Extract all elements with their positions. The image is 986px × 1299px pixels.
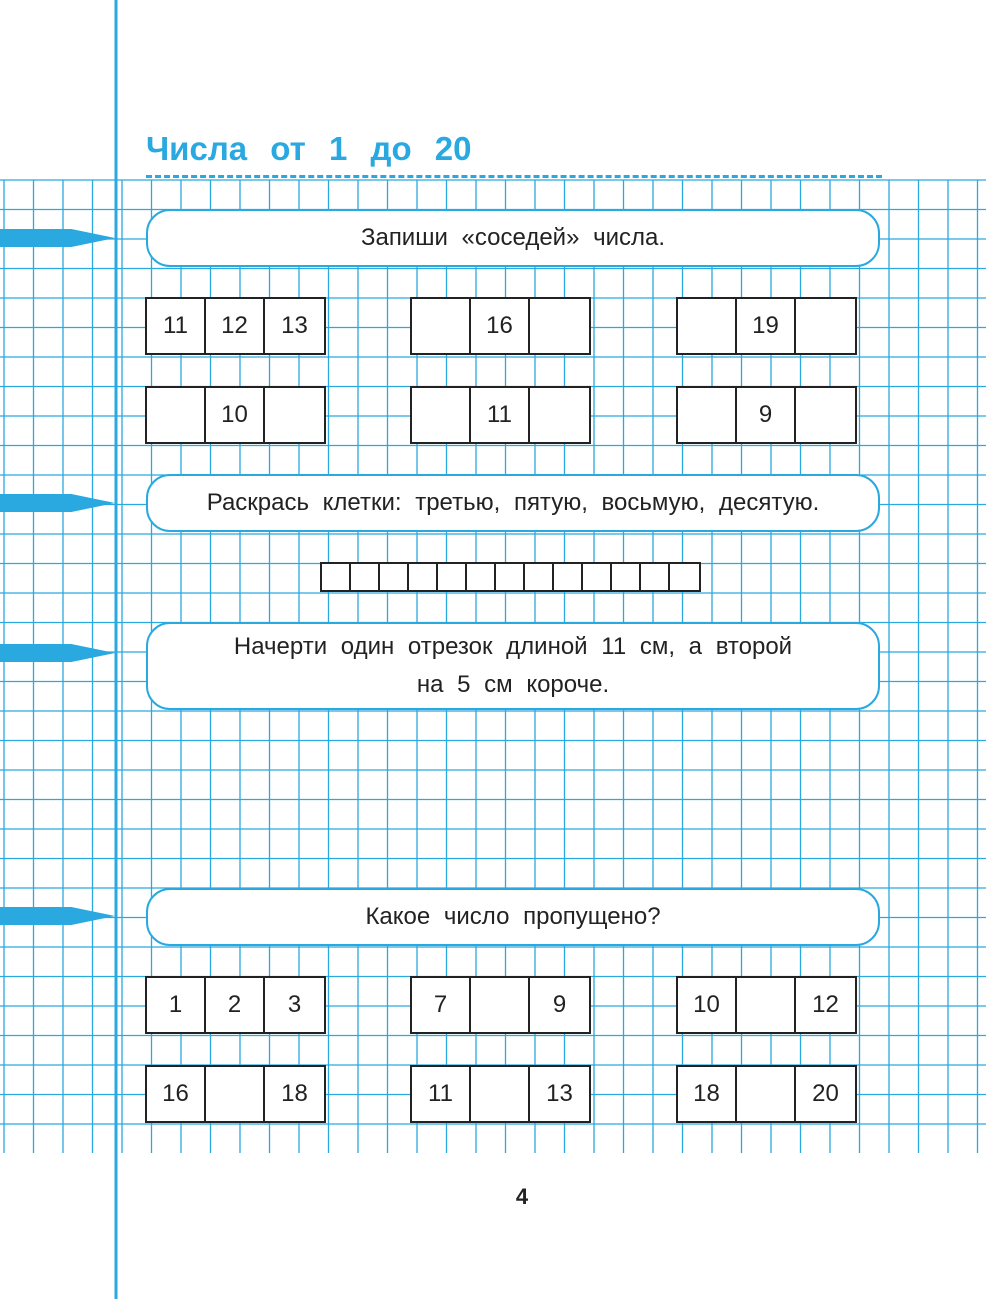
task-1-group-2 [410, 297, 591, 355]
task-4-group-6 [676, 1065, 857, 1123]
answer-cell[interactable] [530, 299, 589, 353]
answer-cell[interactable] [147, 388, 206, 442]
task-1-group-4 [145, 386, 326, 444]
strip-cell[interactable] [525, 564, 554, 590]
number-cell: 7 [412, 978, 471, 1032]
task-1-group-5 [410, 386, 591, 444]
task-1-group-1 [145, 297, 326, 355]
number-cell: 9 [552, 991, 567, 1018]
strip-cell[interactable] [467, 564, 496, 590]
strip-cell[interactable] [583, 564, 612, 590]
number-cell: 1 [147, 978, 206, 1032]
answer-cell[interactable] [412, 388, 471, 442]
task-2-instruction: Раскрась клетки: третью, пятую, восьмую, десятую. [146, 474, 880, 532]
number-cell: 18 [678, 1067, 737, 1121]
answer-cell[interactable] [265, 388, 324, 442]
number-cell: 16 [471, 299, 530, 353]
answer-cell[interactable] [206, 1067, 265, 1121]
number-cell: 16 [147, 1067, 206, 1121]
task-4-group-1 [145, 976, 326, 1034]
strip-cell[interactable] [438, 564, 467, 590]
task-4-group-3 [676, 976, 857, 1034]
number-cell: 10 [678, 978, 737, 1032]
answer-cell[interactable] [796, 299, 855, 353]
number-cell: 2 [206, 978, 265, 1032]
answer-cell[interactable] [530, 388, 589, 442]
task-4-group-2 [410, 976, 591, 1034]
strip-cell[interactable] [409, 564, 438, 590]
task-4-instruction: Какое число пропущено? [146, 888, 880, 946]
strip-cell[interactable] [496, 564, 525, 590]
strip-cell[interactable] [612, 564, 641, 590]
title-divider [146, 175, 882, 178]
task-1-instruction: Запиши «соседей» числа. [146, 209, 880, 267]
task-4-group-4 [145, 1065, 326, 1123]
page-number: 4 [515, 1184, 529, 1209]
strip-cell[interactable] [380, 564, 409, 590]
number-cell: 11 [147, 299, 206, 353]
answer-cell[interactable] [471, 1067, 530, 1121]
number-cell: 18 [281, 1080, 308, 1107]
coloring-strip [320, 562, 701, 592]
task-3-instruction-line-1: Начерти один отрезок длиной 11 см, а второй [233, 633, 793, 660]
strip-cell[interactable] [554, 564, 583, 590]
task-3-instruction [146, 622, 880, 710]
answer-cell[interactable] [471, 978, 530, 1032]
strip-cell[interactable] [641, 564, 670, 590]
task-3-instruction-line-2: на 5 см короче. [416, 671, 610, 698]
number-cell: 20 [812, 1080, 839, 1107]
number-cell: 12 [812, 991, 839, 1018]
answer-cell[interactable] [678, 388, 737, 442]
number-cell: 13 [281, 312, 308, 339]
task-1-group-3 [676, 297, 857, 355]
number-cell: 19 [737, 299, 796, 353]
answer-cell[interactable] [737, 978, 796, 1032]
strip-cell[interactable] [351, 564, 380, 590]
answer-cell[interactable] [796, 388, 855, 442]
answer-cell[interactable] [412, 299, 471, 353]
answer-cell[interactable] [678, 299, 737, 353]
number-cell: 13 [546, 1080, 573, 1107]
number-cell: 12 [206, 299, 265, 353]
task-4-group-5 [410, 1065, 591, 1123]
number-cell: 10 [206, 388, 265, 442]
number-cell: 3 [287, 991, 302, 1018]
page-title: Числа от 1 до 20 [146, 130, 472, 167]
number-cell: 11 [471, 388, 530, 442]
answer-cell[interactable] [737, 1067, 796, 1121]
strip-cell[interactable] [670, 564, 699, 590]
number-cell: 11 [412, 1067, 471, 1121]
number-cell: 9 [737, 388, 796, 442]
strip-cell[interactable] [322, 564, 351, 590]
task-1-group-6 [676, 386, 857, 444]
